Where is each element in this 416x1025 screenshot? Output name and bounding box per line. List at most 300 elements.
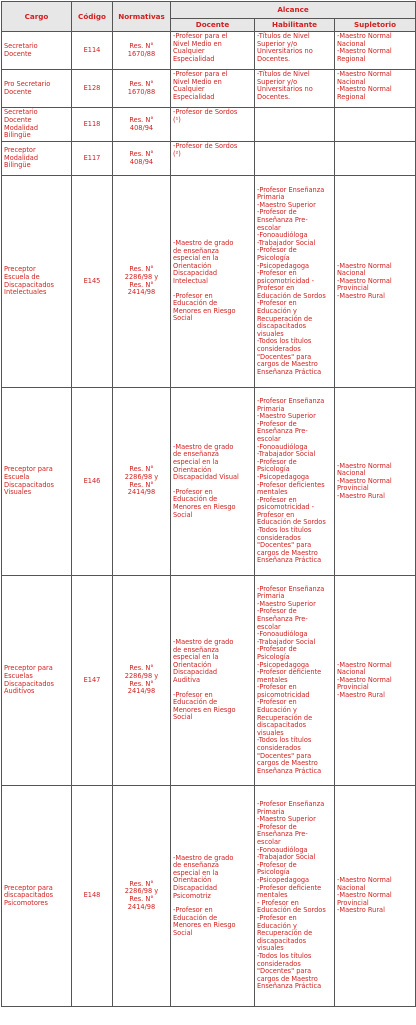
docente-line: -Maestro de grado	[173, 239, 234, 248]
docente-line: Discapacidad	[173, 883, 218, 892]
normativas-line: Res. N°	[129, 895, 154, 903]
codigo-cell: E145	[72, 176, 113, 388]
supletorio-line: Provincial	[337, 284, 369, 293]
cargo-line: discapacitados	[4, 891, 54, 900]
cargo-line: Auditivos	[4, 687, 35, 696]
cargo-line: Discapacitados	[4, 280, 54, 289]
normativas-cell	[113, 176, 171, 388]
habilitante-line: escolar	[257, 838, 281, 847]
header-codigo: Código	[72, 2, 113, 32]
habilitante-line: -Profesor en	[257, 683, 297, 692]
cargo-line: Psicomotores	[4, 898, 48, 907]
codigo-cell: E128	[72, 70, 113, 108]
habilitante-line: -Profesor Enseñanza	[257, 800, 325, 809]
supletorio-line: -Maestro Normal	[337, 261, 392, 270]
normativas-line: 408/94	[129, 123, 154, 132]
habilitante-cell	[255, 576, 335, 786]
docente-cell	[171, 70, 255, 108]
normativas-line: 2414/98	[127, 288, 156, 297]
normativas-line: Res. N°	[129, 149, 154, 158]
habilitante-line: -Profesor deficiente	[257, 883, 322, 892]
habilitante-line: Primaria	[257, 404, 285, 413]
normativas-line: Res. N°	[129, 280, 154, 289]
cargo-line: Preceptor	[4, 265, 36, 274]
supletorio-line: Nacional	[337, 269, 366, 278]
habilitante-line: Enseñanza Pre-	[257, 215, 308, 224]
cargo-line: Intelectuales	[4, 288, 47, 297]
docente-line: de enseñanza	[173, 246, 219, 255]
habilitante-line: Educación y	[257, 307, 297, 316]
habilitante-line: Universitarios no	[257, 85, 313, 94]
docente-line: (²)	[173, 149, 181, 158]
supletorio-cell	[335, 108, 416, 142]
cargo-line: Modalidad	[4, 123, 39, 132]
supletorio-line: -Maestro Normal	[337, 891, 392, 900]
habilitante-line: Enseñanza Pre-	[257, 830, 308, 839]
normativas-cell	[113, 142, 171, 176]
habilitante-line: Superior y/o	[257, 77, 298, 86]
supletorio-line: Nacional	[337, 77, 366, 86]
table-row	[2, 142, 416, 176]
habilitante-line: -Títulos de Nivel	[257, 70, 310, 78]
docente-line: -Maestro de grado	[173, 638, 234, 647]
habilitante-line: -Maestro Superior	[257, 412, 316, 421]
docente-line: Menores en Riesgo	[173, 921, 236, 930]
supletorio-cell	[335, 786, 416, 1007]
supletorio-line: -Maestro Rural	[337, 906, 385, 915]
habilitante-line: -Profesor de	[257, 246, 297, 255]
docente-line: -Maestro de grado	[173, 442, 234, 451]
habilitante-line: -Psicopedagoga	[257, 660, 310, 669]
habilitante-cell	[255, 32, 335, 70]
docente-cell	[171, 786, 255, 1007]
docente-line: especial en la	[173, 254, 219, 263]
habilitante-line: -Todos los títulos	[257, 337, 312, 346]
supletorio-line: Nacional	[337, 39, 366, 48]
cargo-cell	[2, 108, 72, 142]
docente-line: especial en la	[173, 653, 219, 662]
habilitante-line: -Profesor Enseñanza	[257, 396, 325, 405]
table-row	[2, 108, 416, 142]
alcance-table-page	[1, 1, 415, 1023]
docente-line: Social	[173, 510, 193, 519]
docente-line: (¹)	[173, 115, 181, 124]
docente-line: Nivel Medio en	[173, 77, 222, 86]
docente-line: de enseñanza	[173, 645, 219, 654]
normativas-line: Res. N°	[129, 41, 154, 50]
habilitante-line: -Trabajador Social	[257, 853, 316, 862]
habilitante-line: Educación de Sordos	[257, 906, 326, 915]
docente-line: Educación de	[173, 495, 218, 504]
docente-line: Orientación	[173, 876, 212, 885]
cargo-line: Preceptor	[4, 146, 36, 155]
habilitante-line: Primaria	[257, 807, 285, 816]
habilitante-line: Recuperación de	[257, 713, 313, 722]
habilitante-line: Psicología	[257, 652, 290, 661]
habilitante-line: Educación y	[257, 706, 297, 715]
normativas-line: Res. N°	[129, 480, 154, 489]
habilitante-line: -Fonoaudióloga	[257, 630, 308, 639]
habilitante-cell	[255, 786, 335, 1007]
codigo-cell: E147	[72, 576, 113, 786]
cargo-line: Preceptor para	[4, 465, 53, 474]
habilitante-line: -Fonoaudióloga	[257, 442, 308, 451]
habilitante-line: visuales	[257, 944, 284, 953]
habilitante-line: Psicología	[257, 868, 290, 877]
habilitante-line: cargos de Maestro	[257, 759, 318, 768]
habilitante-line: mentales	[257, 675, 288, 684]
cargo-line: Preceptor para	[4, 664, 53, 673]
habilitante-line: Primaria	[257, 592, 285, 601]
header-habilitante: Habilitante	[255, 18, 335, 32]
habilitante-line: -Profesor de	[257, 607, 297, 616]
docente-line: Especialidad	[173, 92, 215, 101]
docente-line: Nivel Medio en	[173, 39, 222, 48]
normativas-line: Res. N°	[129, 679, 154, 688]
habilitante-line: Docentes.	[257, 54, 291, 63]
supletorio-line: -Maestro Normal	[337, 876, 392, 885]
docente-line: Orientación	[173, 465, 212, 474]
cargo-cell	[2, 388, 72, 576]
cargo-line: Pro Secretario	[4, 79, 51, 88]
habilitante-line: -Fonoaudióloga	[257, 231, 308, 240]
habilitante-line: Educación y	[257, 921, 297, 930]
habilitante-line: mentales	[257, 891, 288, 900]
habilitante-line: -Trabajador Social	[257, 637, 316, 646]
docente-cell	[171, 142, 255, 176]
habilitante-line: -Profesor de	[257, 822, 297, 831]
habilitante-line: - Profesor en	[257, 898, 299, 907]
habilitante-line: -Profesor deficientes	[257, 480, 325, 489]
habilitante-line: -Profesor en	[257, 299, 297, 308]
cargo-cell	[2, 70, 72, 108]
normativas-line: 1670/88	[127, 87, 156, 96]
docente-line: Cualquier	[173, 85, 205, 94]
docente-line: -Maestro de grado	[173, 853, 234, 862]
habilitante-line: -Profesor en	[257, 698, 297, 707]
docente-line: Especialidad	[173, 54, 215, 63]
habilitante-line: cargos de Maestro	[257, 360, 318, 369]
habilitante-line: discapacitados	[257, 322, 307, 331]
habilitante-line: mentales	[257, 488, 288, 497]
habilitante-line: escolar	[257, 622, 281, 631]
habilitante-line: Enseñanza Práctica	[257, 556, 322, 565]
habilitante-line: Universitarios no	[257, 47, 313, 56]
habilitante-line: considerados	[257, 345, 301, 354]
docente-line: -Profesor en	[173, 291, 213, 300]
habilitante-line: Educación de Sordos	[257, 518, 326, 527]
normativas-line: Res. N°	[129, 879, 154, 888]
docente-cell	[171, 32, 255, 70]
habilitante-line: -Maestro Superior	[257, 599, 316, 608]
docente-line: -Profesor en	[173, 690, 213, 699]
cargo-line: Modalidad	[4, 153, 39, 162]
normativas-line: 2286/98 y	[124, 472, 159, 481]
codigo-cell: E146	[72, 388, 113, 576]
habilitante-line: -Todos los títulos	[257, 736, 312, 745]
habilitante-line: "Docentes" para	[257, 541, 312, 550]
habilitante-line: -Trabajador Social	[257, 238, 316, 247]
supletorio-line: Regional	[337, 92, 366, 101]
supletorio-line: -Maestro Normal	[337, 47, 392, 56]
habilitante-cell	[255, 108, 335, 142]
supletorio-line: -Maestro Normal	[337, 461, 392, 470]
docente-line: de enseñanza	[173, 861, 219, 870]
supletorio-line: Nacional	[337, 469, 366, 478]
docente-line: Discapacidad	[173, 269, 218, 278]
docente-line: Cualquier	[173, 47, 205, 56]
supletorio-line: -Maestro Rural	[337, 690, 385, 699]
habilitante-line: visuales	[257, 329, 284, 338]
normativas-line: Res. N°	[129, 115, 154, 124]
codigo-cell: E114	[72, 32, 113, 70]
normativas-cell	[113, 32, 171, 70]
habilitante-line: -Profesor de	[257, 860, 297, 869]
habilitante-line: psicomotricidad -	[257, 276, 315, 285]
habilitante-line: -Trabajador Social	[257, 450, 316, 459]
cargo-cell	[2, 142, 72, 176]
supletorio-line: Provincial	[337, 898, 369, 907]
normativas-line: 2414/98	[127, 687, 156, 696]
normativas-cell	[113, 786, 171, 1007]
normativas-line: 1670/88	[127, 49, 156, 58]
supletorio-line: -Maestro Normal	[337, 70, 392, 78]
habilitante-line: -Profesor deficiente	[257, 668, 322, 677]
habilitante-line: -Profesor Enseñanza	[257, 584, 325, 593]
normativas-line: 408/94	[129, 157, 154, 166]
habilitante-line: Recuperación de	[257, 314, 313, 323]
docente-line: Social	[173, 928, 193, 937]
habilitante-line: -Profesor en	[257, 269, 297, 278]
docente-line: -Profesor de Sordos	[173, 108, 238, 116]
cargo-line: Preceptor para	[4, 883, 53, 892]
normativas-cell	[113, 108, 171, 142]
habilitante-line: Profesor en	[257, 510, 295, 519]
table-row	[2, 576, 416, 786]
cargo-line: Bilingüe	[4, 131, 31, 140]
docente-line: Discapacidad	[173, 668, 218, 677]
docente-line: Intelectual	[173, 277, 208, 285]
supletorio-line: -Maestro Normal	[337, 476, 392, 485]
normativas-cell	[113, 70, 171, 108]
docente-line: -Profesor para el	[173, 32, 228, 40]
supletorio-cell	[335, 142, 416, 176]
supletorio-line: Nacional	[337, 883, 366, 892]
supletorio-line: -Maestro Rural	[337, 291, 385, 300]
docente-line: Psicomotriz	[173, 891, 211, 900]
table-row	[2, 70, 416, 108]
docente-line: -Profesor en	[173, 487, 213, 496]
supletorio-cell	[335, 176, 416, 388]
supletorio-line: Provincial	[337, 484, 369, 493]
supletorio-cell	[335, 70, 416, 108]
normativas-line: 2414/98	[127, 902, 156, 911]
habilitante-line: -Profesor en	[257, 913, 297, 922]
docente-line: -Profesor de Sordos	[173, 142, 238, 150]
habilitante-line: escolar	[257, 434, 281, 443]
supletorio-cell	[335, 32, 416, 70]
docente-line: Auditiva	[173, 676, 201, 684]
supletorio-line: Regional	[337, 54, 366, 63]
habilitante-line: -Todos los títulos	[257, 951, 312, 960]
table-body	[2, 32, 416, 1007]
header-row-top	[2, 2, 416, 19]
supletorio-line: Nacional	[337, 668, 366, 677]
docente-cell	[171, 108, 255, 142]
habilitante-line: "Docentes" para	[257, 967, 312, 976]
supletorio-line: -Maestro Normal	[337, 276, 392, 285]
normativas-line: 2286/98 y	[124, 671, 159, 680]
normativas-line: 2286/98 y	[124, 887, 159, 896]
cargo-line: Docente	[4, 115, 32, 124]
habilitante-line: Enseñanza Práctica	[257, 367, 322, 376]
habilitante-line: -Profesor de	[257, 457, 297, 466]
table-row	[2, 388, 416, 576]
supletorio-line: Provincial	[337, 683, 369, 692]
habilitante-line: "Docentes" para	[257, 751, 312, 760]
normativas-line: Res. N°	[129, 664, 154, 673]
table-row	[2, 176, 416, 388]
habilitante-line: Profesor en	[257, 284, 295, 293]
cargo-line: Docente	[4, 49, 32, 58]
cargo-line: Discapacitados	[4, 480, 54, 489]
habilitante-line: cargos de Maestro	[257, 974, 318, 983]
docente-cell	[171, 388, 255, 576]
docente-line: Menores en Riesgo	[173, 705, 236, 714]
docente-line: de enseñanza	[173, 450, 219, 459]
habilitante-line: Enseñanza Práctica	[257, 766, 322, 775]
docente-line: Educación de	[173, 913, 218, 922]
header-alcance: Alcance	[171, 2, 416, 19]
habilitante-line: Enseñanza Pre-	[257, 614, 308, 623]
habilitante-line: Docentes.	[257, 92, 291, 101]
habilitante-line: -Psicopedagoga	[257, 261, 310, 270]
habilitante-line: cargos de Maestro	[257, 548, 318, 557]
supletorio-line: -Maestro Rural	[337, 491, 385, 500]
docente-line: Orientación	[173, 261, 212, 270]
codigo-cell: E118	[72, 108, 113, 142]
cargo-line: Escuela de	[4, 272, 40, 281]
habilitante-line: considerados	[257, 744, 301, 753]
docente-line: Educación de	[173, 698, 218, 707]
cargo-line: Escuelas	[4, 671, 33, 680]
cargo-cell	[2, 32, 72, 70]
header-docente: Docente	[171, 18, 255, 32]
supletorio-line: -Maestro Normal	[337, 85, 392, 94]
cargo-line: Docente	[4, 87, 32, 96]
cargo-line: Secretario	[4, 108, 38, 117]
habilitante-line: visuales	[257, 728, 284, 737]
supletorio-line: -Maestro Normal	[337, 675, 392, 684]
header-supletorio: Supletorio	[335, 18, 416, 32]
habilitante-line: -Psicopedagoga	[257, 876, 310, 885]
normativas-cell	[113, 388, 171, 576]
supletorio-line: -Maestro Normal	[337, 660, 392, 669]
normativas-cell	[113, 576, 171, 786]
habilitante-line: discapacitados	[257, 936, 307, 945]
habilitante-cell	[255, 142, 335, 176]
docente-line: Menores en Riesgo	[173, 306, 236, 315]
cargo-line: Bilingüe	[4, 161, 31, 170]
habilitante-line: -Profesor Enseñanza	[257, 185, 325, 194]
supletorio-line: -Maestro Normal	[337, 32, 392, 40]
habilitante-line: escolar	[257, 223, 281, 232]
habilitante-line: -Profesor de	[257, 645, 297, 654]
codigo-cell: E117	[72, 142, 113, 176]
habilitante-line: -Profesor de	[257, 208, 297, 217]
docente-line: Menores en Riesgo	[173, 502, 236, 511]
cargo-line: Escuela	[4, 472, 30, 481]
supletorio-cell	[335, 576, 416, 786]
cargo-cell	[2, 576, 72, 786]
habilitante-line: psicomotricidad	[257, 690, 310, 699]
habilitante-line: -Maestro Superior	[257, 815, 316, 824]
header-cargo: Cargo	[2, 2, 72, 32]
docente-cell	[171, 176, 255, 388]
habilitante-line: "Docentes" para	[257, 352, 312, 361]
cargo-line: Secretario	[4, 41, 38, 50]
habilitante-line: considerados	[257, 533, 301, 542]
habilitante-cell	[255, 176, 335, 388]
docente-cell	[171, 576, 255, 786]
habilitante-line: Psicología	[257, 253, 290, 262]
normativas-line: 2414/98	[127, 488, 156, 497]
habilitante-line: -Profesor en	[257, 495, 297, 504]
codigo-cell: E148	[72, 786, 113, 1007]
supletorio-cell	[335, 388, 416, 576]
habilitante-line: -Títulos de Nivel	[257, 32, 310, 40]
habilitante-line: Recuperación de	[257, 929, 313, 938]
habilitante-cell	[255, 388, 335, 576]
normativas-line: Res. N°	[129, 79, 154, 88]
normativas-line: 2286/98 y	[124, 272, 159, 281]
habilitante-line: -Psicopedagoga	[257, 472, 310, 481]
cargo-line: Visuales	[4, 488, 32, 497]
habilitante-line: Enseñanza Práctica	[257, 982, 322, 991]
cargo-cell	[2, 786, 72, 1007]
docente-line: Social	[173, 314, 193, 323]
normativas-line: Res. N°	[129, 265, 154, 274]
cargo-cell	[2, 176, 72, 388]
alcance-table	[1, 1, 416, 1007]
header-normativas: Normativas	[113, 2, 171, 32]
habilitante-line: -Profesor de	[257, 419, 297, 428]
habilitante-line: considerados	[257, 959, 301, 968]
habilitante-line: Psicología	[257, 465, 290, 474]
habilitante-line: -Maestro Superior	[257, 200, 316, 209]
habilitante-line: Educación de Sordos	[257, 291, 326, 300]
docente-line: Social	[173, 713, 193, 722]
habilitante-line: Superior y/o	[257, 39, 298, 48]
docente-line: especial en la	[173, 868, 219, 877]
habilitante-line: -Todos los títulos	[257, 526, 312, 535]
docente-line: especial en la	[173, 458, 219, 467]
table-row	[2, 786, 416, 1007]
habilitante-line: psicomotricidad -	[257, 503, 315, 512]
docente-line: Orientación	[173, 660, 212, 669]
habilitante-line: -Fonoaudióloga	[257, 845, 308, 854]
habilitante-cell	[255, 70, 335, 108]
habilitante-line: Enseñanza Pre-	[257, 427, 308, 436]
table-row	[2, 32, 416, 70]
docente-line: Discapacidad Visual	[173, 473, 239, 482]
cargo-line: Discapacitados	[4, 679, 54, 688]
docente-line: -Profesor en	[173, 906, 213, 915]
habilitante-line: discapacitados	[257, 721, 307, 730]
docente-line: -Profesor para el	[173, 70, 228, 78]
normativas-line: Res. N°	[129, 465, 154, 474]
habilitante-line: Primaria	[257, 193, 285, 202]
